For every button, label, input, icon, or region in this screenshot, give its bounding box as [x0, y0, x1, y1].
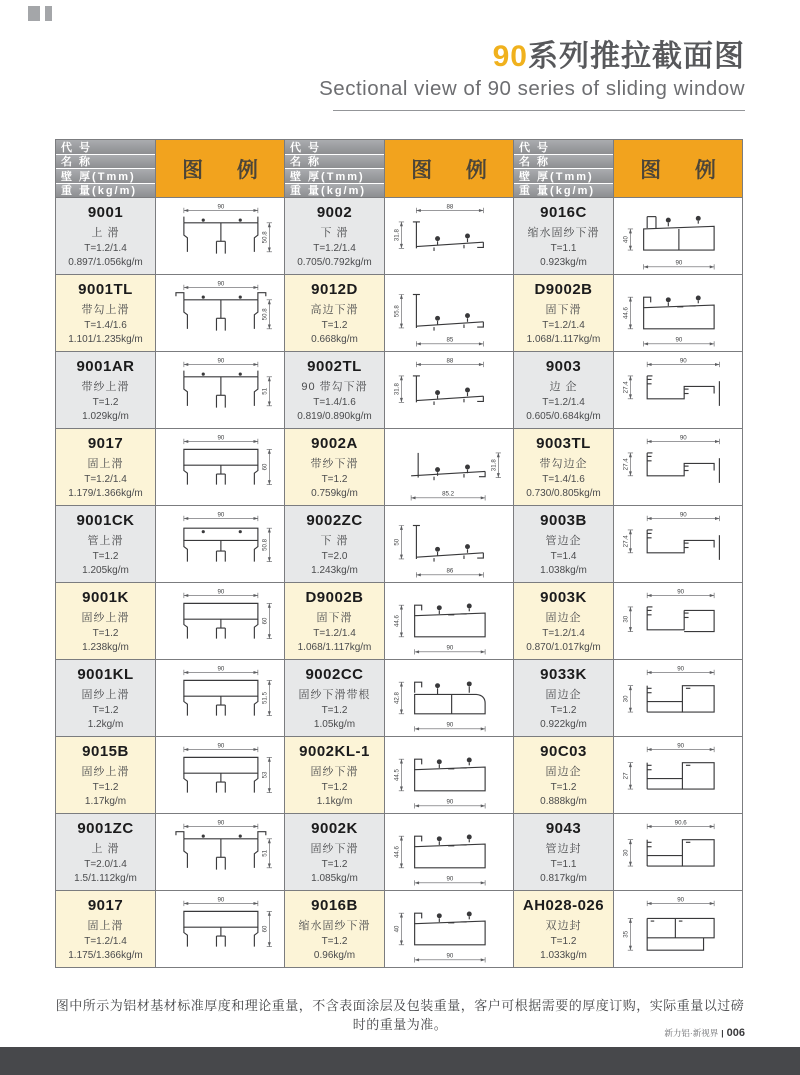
- svg-text:90: 90: [446, 721, 454, 729]
- profile-thickness: T=1.2/1.4: [313, 243, 356, 254]
- profile-thickness: T=2.0: [321, 551, 348, 562]
- svg-text:90: 90: [217, 588, 225, 596]
- profile-name: 固上滑: [87, 458, 124, 470]
- profile-code: 9001KL: [77, 666, 134, 683]
- profile-code: 9043: [545, 820, 582, 837]
- profile-weight: 0.668kg/m: [311, 334, 358, 345]
- svg-text:44.6: 44.6: [393, 846, 401, 858]
- svg-text:30: 30: [622, 849, 630, 857]
- svg-text:30: 30: [622, 695, 630, 703]
- profile-thickness: T=1.1: [550, 243, 577, 254]
- header-label-1: 名 称: [56, 155, 155, 169]
- svg-text:31.8: 31.8: [490, 459, 498, 472]
- profile-cell-9003K: [514, 583, 613, 659]
- profile-name: 固边企: [545, 766, 582, 778]
- svg-text:40: 40: [622, 236, 630, 243]
- profile-weight: 0.897/1.056kg/m: [68, 257, 143, 268]
- profile-cell-90C03: [514, 737, 613, 813]
- header-label-2: 壁 厚(Tmm): [514, 169, 613, 183]
- profile-code: 9002K: [311, 820, 358, 837]
- profile-cell-9033K: [514, 660, 613, 736]
- profile-diagram-9043: [614, 814, 742, 890]
- header-label-stack: [514, 140, 613, 197]
- svg-text:50: 50: [393, 538, 401, 546]
- header-label-1: 名 称: [285, 155, 384, 169]
- header-label-0: 代 号: [514, 140, 613, 154]
- profile-diagram-D9002B: [614, 275, 742, 351]
- profile-diagram-9001CK: [156, 506, 284, 582]
- profile-code: 9001AR: [76, 358, 135, 375]
- svg-text:55.8: 55.8: [393, 305, 401, 318]
- profile-weight: 1.101/1.235kg/m: [68, 334, 143, 345]
- profile-diagram-9001ZC: [156, 814, 284, 890]
- profile-diagram-9001TL: [156, 275, 284, 351]
- profile-cell-AH028-026: [514, 891, 613, 967]
- profile-name: 固下滑: [316, 612, 353, 624]
- profile-diagram-9016C: [614, 198, 742, 274]
- profile-thickness: T=1.2/1.4: [313, 628, 356, 639]
- svg-text:90: 90: [217, 665, 225, 673]
- profile-thickness: T=1.2: [321, 782, 348, 793]
- profile-name: 上 滑: [91, 227, 120, 239]
- profile-weight: 1.068/1.117kg/m: [526, 334, 601, 345]
- profile-diagram-9002K: [385, 814, 513, 890]
- profile-cell-9043: [514, 814, 613, 890]
- title-block: [319, 40, 745, 111]
- profile-name: 固纱下滑带根: [298, 689, 371, 701]
- profile-diagram-9003K: [614, 583, 742, 659]
- svg-text:51.5: 51.5: [261, 692, 269, 704]
- profile-diagram-9002A: [385, 429, 513, 505]
- profile-code: 9003K: [540, 589, 587, 606]
- svg-text:88: 88: [446, 203, 454, 211]
- profile-weight: 1.033kg/m: [540, 950, 587, 961]
- profile-cell-9002CC: [285, 660, 384, 736]
- svg-text:90: 90: [217, 819, 225, 827]
- profile-thickness: T=1.4/1.6: [84, 320, 127, 331]
- profile-thickness: T=1.2/1.4: [84, 474, 127, 485]
- title-text: 系列推拉截面图: [528, 40, 745, 73]
- profile-cell-9002KL-1: [285, 737, 384, 813]
- profile-diagram-9002: [385, 198, 513, 274]
- profile-name: 管边封: [545, 843, 582, 855]
- svg-text:90: 90: [677, 742, 685, 750]
- profile-name: 固纱上滑: [81, 612, 130, 624]
- footer-brand: 新力铝·新视界: [664, 1028, 719, 1038]
- profile-cell-9001ZC: [56, 814, 155, 890]
- header-label-stack: [56, 140, 155, 197]
- header-label-2: 壁 厚(Tmm): [56, 169, 155, 183]
- svg-text:50.8: 50.8: [261, 538, 269, 551]
- profile-cell-9002: [285, 198, 384, 274]
- profile-name: 带勾边企: [539, 458, 588, 470]
- profile-weight: 1.17kg/m: [84, 796, 127, 807]
- profile-cell-9016B: [285, 891, 384, 967]
- svg-text:27.4: 27.4: [622, 381, 630, 394]
- profile-thickness: T=1.2: [321, 705, 348, 716]
- svg-text:90: 90: [217, 203, 225, 211]
- page-number: 006: [726, 1027, 745, 1039]
- svg-text:90: 90: [446, 952, 454, 960]
- profile-thickness: T=1.2: [92, 397, 119, 408]
- profile-code: 9002TL: [307, 358, 362, 375]
- profile-weight: 0.96kg/m: [313, 950, 356, 961]
- profile-cell-D9002B: [514, 275, 613, 351]
- profile-weight: 1.038kg/m: [540, 565, 587, 576]
- profile-weight: 0.819/0.890kg/m: [297, 411, 372, 422]
- profile-code: 9016B: [311, 897, 358, 914]
- profile-name: 90 带勾下滑: [301, 381, 368, 393]
- profile-name: 边 企: [549, 381, 578, 393]
- profile-name: 带纱上滑: [81, 381, 130, 393]
- profile-thickness: T=2.0/1.4: [84, 859, 127, 870]
- title-series-number: 90: [492, 40, 528, 73]
- profile-code: 9001K: [82, 589, 129, 606]
- profile-thickness: T=1.2: [321, 859, 348, 870]
- profile-code: 9015B: [82, 743, 129, 760]
- svg-text:90: 90: [446, 644, 454, 652]
- profile-thickness: T=1.2: [550, 936, 577, 947]
- profile-weight: 0.888kg/m: [540, 796, 587, 807]
- header-label-stack: [285, 140, 384, 197]
- profile-code: 9003B: [540, 512, 587, 529]
- profile-code: 9002A: [311, 435, 358, 452]
- svg-text:90: 90: [679, 434, 687, 442]
- svg-text:60: 60: [261, 463, 269, 471]
- profile-diagram-9002ZC: [385, 506, 513, 582]
- registration-mark: [45, 6, 52, 21]
- profile-cell-D9002B: [285, 583, 384, 659]
- profile-diagram-9001: [156, 198, 284, 274]
- profile-name: 带纱下滑: [310, 458, 359, 470]
- svg-text:90: 90: [677, 665, 685, 673]
- profile-weight: 0.605/0.684kg/m: [526, 411, 601, 422]
- header-label-3: 重 量(kg/m): [285, 184, 384, 198]
- profile-thickness: T=1.1: [550, 859, 577, 870]
- profile-cell-9017: [56, 891, 155, 967]
- profile-name: 固上滑: [87, 920, 124, 932]
- svg-text:60: 60: [261, 925, 269, 933]
- profile-weight: 1.1kg/m: [316, 796, 353, 807]
- profile-code: 9001TL: [78, 281, 133, 298]
- profile-diagram-9001AR: [156, 352, 284, 428]
- svg-text:44.5: 44.5: [393, 769, 401, 781]
- profile-name: 双边封: [545, 920, 582, 932]
- profile-name: 管上滑: [87, 535, 124, 547]
- profile-cell-9003TL: [514, 429, 613, 505]
- svg-text:90: 90: [679, 357, 687, 365]
- profile-code: AH028-026: [522, 897, 605, 914]
- profile-thickness: T=1.4/1.6: [313, 397, 356, 408]
- profile-cell-9001CK: [56, 506, 155, 582]
- profile-weight: 1.205kg/m: [82, 565, 129, 576]
- header-label-3: 重 量(kg/m): [514, 184, 613, 198]
- profile-name: 下 滑: [320, 535, 349, 547]
- profile-weight: 1.2kg/m: [87, 719, 124, 730]
- profile-cell-9016C: [514, 198, 613, 274]
- profile-name: 固边企: [545, 689, 582, 701]
- profile-code: 9012D: [311, 281, 358, 298]
- legend-header: 图 例: [614, 140, 742, 197]
- svg-text:44.6: 44.6: [622, 307, 630, 319]
- profile-code: 9002CC: [305, 666, 364, 683]
- svg-text:50.8: 50.8: [261, 231, 269, 244]
- profile-diagram-9003B: [614, 506, 742, 582]
- svg-text:51: 51: [261, 387, 269, 395]
- profile-name: 高边下滑: [310, 304, 359, 316]
- profile-weight: 1.243kg/m: [311, 565, 358, 576]
- profile-thickness: T=1.4/1.6: [542, 474, 585, 485]
- profile-weight: 1.179/1.366kg/m: [68, 488, 143, 499]
- profile-weight: 0.759kg/m: [311, 488, 358, 499]
- profile-thickness: T=1.2: [321, 936, 348, 947]
- svg-text:44.6: 44.6: [393, 615, 401, 627]
- profile-name: 固边企: [545, 612, 582, 624]
- svg-text:27.4: 27.4: [622, 458, 630, 471]
- profile-name: 带勾上滑: [81, 304, 130, 316]
- registration-mark: [28, 6, 40, 21]
- profile-cell-9001K: [56, 583, 155, 659]
- profile-weight: 1.029kg/m: [82, 411, 129, 422]
- profile-name: 管边企: [545, 535, 582, 547]
- profile-thickness: T=1.2: [321, 474, 348, 485]
- svg-text:27.4: 27.4: [622, 535, 630, 548]
- header-label-0: 代 号: [56, 140, 155, 154]
- svg-text:31.8: 31.8: [393, 229, 401, 242]
- svg-text:30: 30: [622, 615, 630, 623]
- profile-thickness: T=1.2: [92, 705, 119, 716]
- svg-text:90: 90: [675, 336, 683, 344]
- profile-weight: 1.068/1.117kg/m: [297, 642, 372, 653]
- svg-text:31.8: 31.8: [393, 383, 401, 396]
- profile-cell-9002ZC: [285, 506, 384, 582]
- profile-diagram-9003: [614, 352, 742, 428]
- svg-text:90: 90: [217, 434, 225, 442]
- svg-text:90: 90: [675, 259, 683, 267]
- print-registration-marks: [28, 6, 52, 21]
- profile-diagram-9002TL: [385, 352, 513, 428]
- profile-thickness: T=1.2: [550, 782, 577, 793]
- profile-diagram-9016B: [385, 891, 513, 967]
- profile-weight: 0.817kg/m: [540, 873, 587, 884]
- profile-name: 下 滑: [320, 227, 349, 239]
- profile-code: 9003: [545, 358, 582, 375]
- profile-diagram-9012D: [385, 275, 513, 351]
- profile-name: 固纱下滑: [310, 766, 359, 778]
- profile-code: 9003TL: [536, 435, 591, 452]
- profile-name: 固下滑: [545, 304, 582, 316]
- svg-text:90: 90: [679, 511, 687, 519]
- svg-text:35: 35: [622, 930, 630, 938]
- profile-code: 9017: [87, 435, 124, 452]
- profile-thickness: T=1.2/1.4: [84, 243, 127, 254]
- svg-text:90: 90: [217, 357, 225, 365]
- svg-text:90: 90: [217, 280, 225, 288]
- svg-text:85: 85: [446, 336, 454, 344]
- profile-weight: 0.922kg/m: [540, 719, 587, 730]
- profile-cell-9003B: [514, 506, 613, 582]
- profile-code: 9001: [87, 204, 124, 221]
- profile-code: 9001ZC: [77, 820, 134, 837]
- profile-weight: 1.238kg/m: [82, 642, 129, 653]
- svg-text:27: 27: [622, 772, 630, 780]
- header-label-2: 壁 厚(Tmm): [285, 169, 384, 183]
- footer-note: 图中所示为铝材基材标准厚度和理论重量，不含表面涂层及包装重量，客户可根据需要的厚度订购，实际重量以过磅时的重量为准。: [55, 998, 745, 1032]
- profile-weight: 0.923kg/m: [540, 257, 587, 268]
- profile-diagram-9001KL: [156, 660, 284, 736]
- profile-code: D9002B: [305, 589, 364, 606]
- profile-thickness: T=1.2: [92, 551, 119, 562]
- profile-thickness: T=1.2: [321, 320, 348, 331]
- profile-code: 9033K: [540, 666, 587, 683]
- profile-diagram-9001K: [156, 583, 284, 659]
- profile-weight: 1.5/1.112kg/m: [74, 873, 137, 884]
- profile-name: 固纱上滑: [81, 689, 130, 701]
- footer-divider: |: [721, 1028, 724, 1038]
- legend-header: 图 例: [385, 140, 513, 197]
- svg-text:90: 90: [217, 511, 225, 519]
- profile-name: 缩水固纱下滑: [527, 227, 600, 239]
- profile-cell-9002A: [285, 429, 384, 505]
- profile-cell-9002K: [285, 814, 384, 890]
- profile-thickness: T=1.2: [92, 628, 119, 639]
- profile-thickness: T=1.2/1.4: [84, 936, 127, 947]
- svg-text:90: 90: [677, 588, 685, 596]
- profile-code: 9002KL-1: [299, 743, 370, 760]
- svg-text:42.8: 42.8: [393, 692, 401, 704]
- profile-diagram-9002KL-1: [385, 737, 513, 813]
- column-group-1: [55, 139, 285, 968]
- profile-name: 上 滑: [91, 843, 120, 855]
- profile-weight: 1.175/1.366kg/m: [68, 950, 143, 961]
- profile-diagram-9017: [156, 891, 284, 967]
- svg-text:85.2: 85.2: [442, 490, 455, 498]
- profile-cell-9001KL: [56, 660, 155, 736]
- profile-weight: 0.705/0.792kg/m: [297, 257, 372, 268]
- profile-code: 9016C: [540, 204, 587, 221]
- profile-weight: 1.05kg/m: [313, 719, 356, 730]
- svg-text:40: 40: [393, 925, 401, 933]
- svg-text:53: 53: [261, 771, 269, 779]
- profile-code: 9002: [316, 204, 353, 221]
- profile-weight: 0.730/0.805kg/m: [526, 488, 601, 499]
- profile-thickness: T=1.2/1.4: [542, 397, 585, 408]
- svg-text:90: 90: [446, 798, 454, 806]
- page-subtitle: Sectional view of 90 series of sliding window: [319, 77, 745, 100]
- profile-thickness: T=1.2: [550, 705, 577, 716]
- profile-diagram-D9002B: [385, 583, 513, 659]
- profile-cell-9012D: [285, 275, 384, 351]
- profile-diagram-90C03: [614, 737, 742, 813]
- profile-cell-9003: [514, 352, 613, 428]
- profile-weight: 0.870/1.017kg/m: [526, 642, 601, 653]
- profile-thickness: T=1.2: [92, 782, 119, 793]
- svg-text:90: 90: [677, 896, 685, 904]
- profile-diagram-9033K: [614, 660, 742, 736]
- svg-text:90.6: 90.6: [674, 819, 687, 827]
- profile-diagram-9017: [156, 429, 284, 505]
- profile-thickness: T=1.2/1.4: [542, 320, 585, 331]
- profile-diagram-9002CC: [385, 660, 513, 736]
- profile-name: 固纱下滑: [310, 843, 359, 855]
- profile-cell-9001AR: [56, 352, 155, 428]
- svg-text:60: 60: [261, 617, 269, 625]
- header-label-1: 名 称: [514, 155, 613, 169]
- title-underline: [333, 110, 745, 111]
- profile-diagram-9015B: [156, 737, 284, 813]
- profile-table: [55, 139, 743, 968]
- profile-cell-9017: [56, 429, 155, 505]
- svg-text:90: 90: [446, 875, 454, 883]
- profile-cell-9001TL: [56, 275, 155, 351]
- profile-diagram-AH028-026: [614, 891, 742, 967]
- svg-text:88: 88: [446, 357, 454, 365]
- page-footer: [664, 1027, 745, 1039]
- legend-header: 图 例: [156, 140, 284, 197]
- page-title: [319, 40, 745, 74]
- profile-code: 9017: [87, 897, 124, 914]
- column-group-2: [284, 139, 514, 968]
- profile-name: 缩水固纱下滑: [298, 920, 371, 932]
- profile-name: 固纱上滑: [81, 766, 130, 778]
- profile-code: 9002ZC: [306, 512, 363, 529]
- header-label-3: 重 量(kg/m): [56, 184, 155, 198]
- profile-code: D9002B: [534, 281, 593, 298]
- bottom-band: [0, 1047, 800, 1075]
- profile-cell-9015B: [56, 737, 155, 813]
- profile-code: 9001CK: [76, 512, 135, 529]
- profile-code: 90C03: [540, 743, 587, 760]
- svg-text:51: 51: [261, 849, 269, 857]
- svg-text:86: 86: [446, 567, 454, 575]
- profile-thickness: T=1.2/1.4: [542, 628, 585, 639]
- svg-text:50.8: 50.8: [261, 308, 269, 321]
- profile-cell-9002TL: [285, 352, 384, 428]
- profile-thickness: T=1.4: [550, 551, 577, 562]
- profile-cell-9001: [56, 198, 155, 274]
- profile-diagram-9003TL: [614, 429, 742, 505]
- svg-text:90: 90: [217, 896, 225, 904]
- profile-weight: 1.085kg/m: [311, 873, 358, 884]
- column-group-3: [513, 139, 743, 968]
- svg-text:90: 90: [217, 742, 225, 750]
- header-label-0: 代 号: [285, 140, 384, 154]
